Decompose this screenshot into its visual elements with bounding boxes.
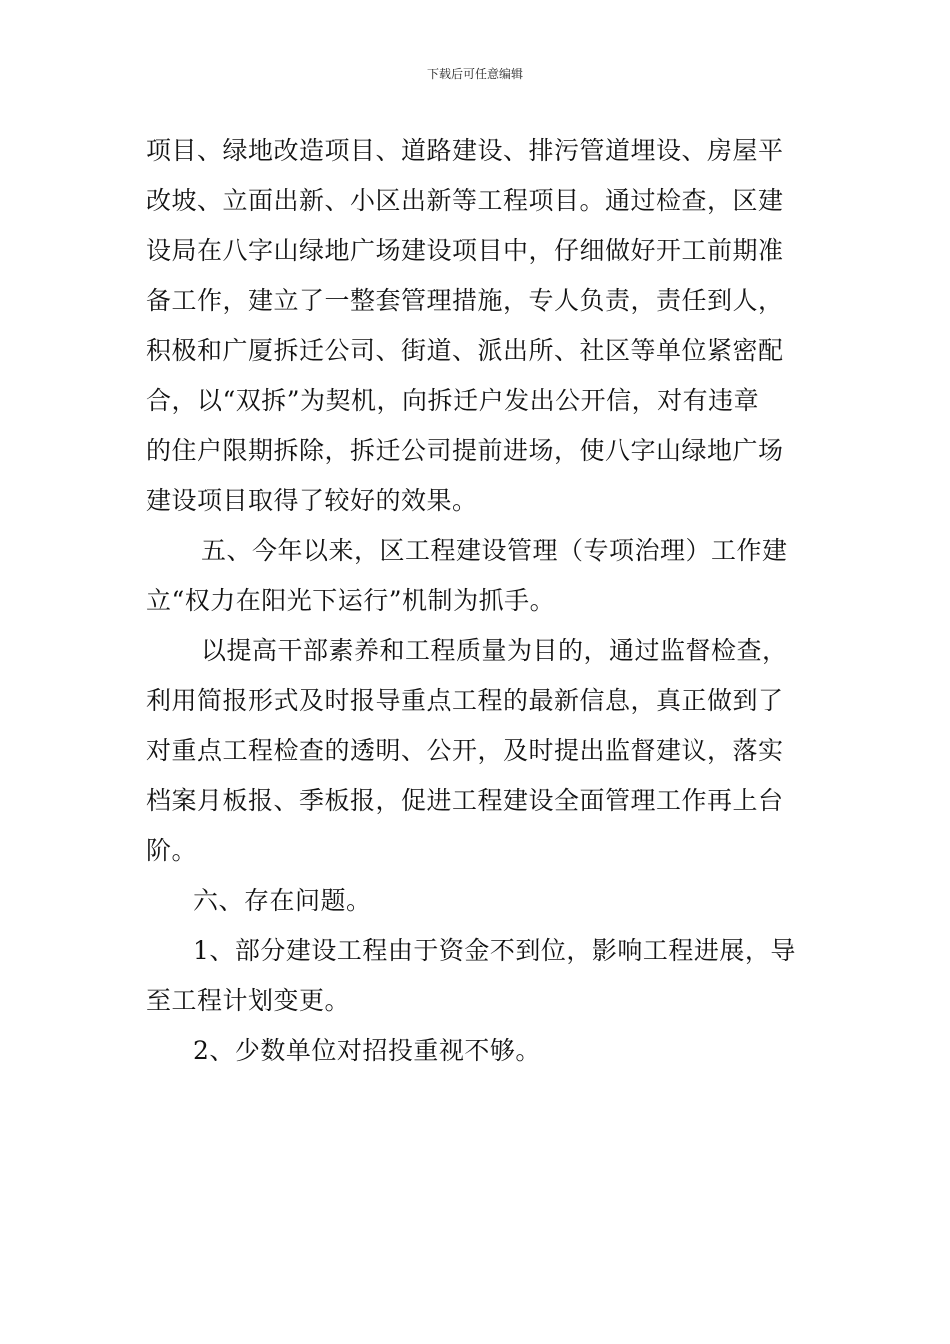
text-line: 2、少数单位对招投重视不够。 xyxy=(193,1036,541,1065)
paragraph-supervision xyxy=(146,626,810,876)
text-line: 对重点工程检查的透明、公开，及时提出监督建议，落实 xyxy=(146,736,784,765)
text-line: 档案月板报、季板报，促进工程建设全面管理工作再上台 xyxy=(146,786,784,815)
text-line: 合，以“双拆”为契机，向拆迁户发出公开信，对有违章 xyxy=(146,386,760,415)
text-line: 备工作，建立了一整套管理措施，专人负责，责任到人， xyxy=(146,286,784,315)
text-line: 阶。 xyxy=(146,836,198,865)
text-line: 利用简报形式及时报导重点工程的最新信息，真正做到了 xyxy=(146,686,784,715)
text-line: 积极和广厦拆迁公司、街道、派出所、社区等单位紧密配 xyxy=(146,336,784,365)
paragraph-section-six-heading xyxy=(146,876,810,926)
text-line: 项目、绿地改造项目、道路建设、排污管道埋设、房屋平 xyxy=(146,136,784,165)
text-line: 建设项目取得了较好的效果。 xyxy=(146,486,478,515)
text-line: 至工程计划变更。 xyxy=(146,986,351,1015)
text-line: 六、存在问题。 xyxy=(193,886,372,915)
text-line: 立“权力在阳光下运行”机制为抓手。 xyxy=(146,586,556,615)
text-line: 改坡、立面出新、小区出新等工程项目。通过检查，区建 xyxy=(146,186,784,215)
document-body xyxy=(146,126,810,1076)
paragraph-project-progress xyxy=(146,126,810,526)
paragraph-issue-two xyxy=(146,1026,810,1076)
text-line: 五、今年以来，区工程建设管理（专项治理）工作建 xyxy=(201,536,788,565)
page-header: 下载后可任意编辑 xyxy=(426,67,523,81)
paragraph-issue-one xyxy=(146,926,810,1026)
paragraph-section-five xyxy=(146,526,810,626)
text-line: 以提高干部素养和工程质量为目的，通过监督检查， xyxy=(201,636,788,665)
text-line: 1、部分建设工程由于资金不到位，影响工程进展，导 xyxy=(193,936,796,965)
text-line: 的住户限期拆除，拆迁公司提前进场，使八字山绿地广场 xyxy=(146,436,784,465)
text-line: 设局在八字山绿地广场建设项目中，仔细做好开工前期准 xyxy=(146,236,784,265)
